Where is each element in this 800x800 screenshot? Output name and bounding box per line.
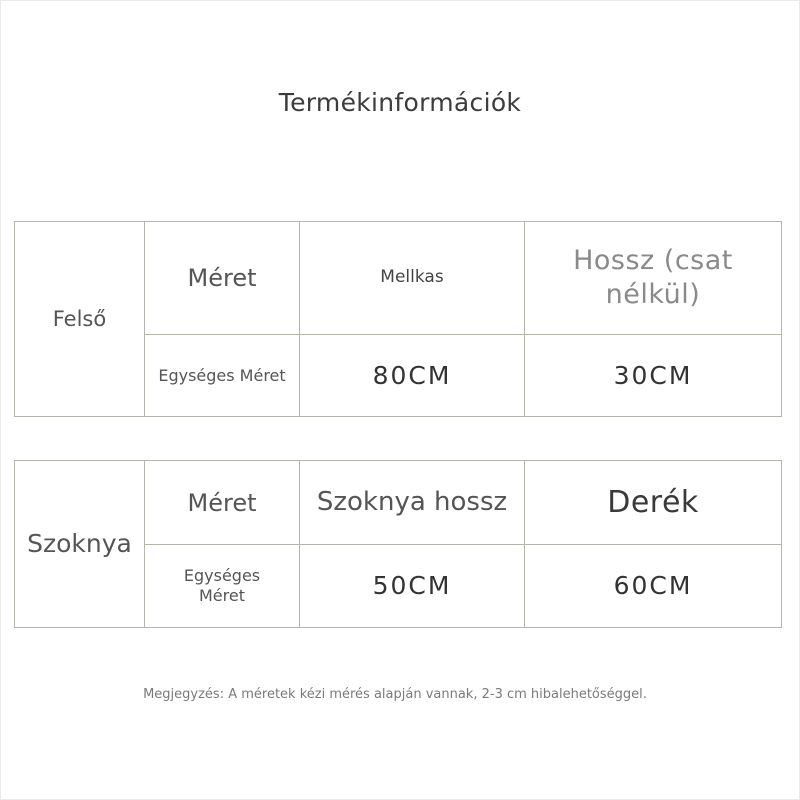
- skirt-waist-value: 60CM: [525, 545, 782, 628]
- skirt-size-table: [14, 460, 782, 628]
- top-size-table: [14, 221, 782, 417]
- top-size-header: Méret: [145, 222, 300, 335]
- skirt-waist-header: Derék: [525, 461, 782, 545]
- top-chest-value: 80CM: [300, 335, 525, 417]
- measurement-note: Megjegyzés: A méretek kézi mérés alapján vannak, 2-3 cm hibalehetőséggel.: [143, 687, 647, 702]
- top-category-cell: Felső: [15, 222, 145, 417]
- skirt-category-cell: Szoknya: [15, 461, 145, 628]
- top-length-header: Hossz (csat nélkül): [525, 222, 782, 335]
- skirt-length-value: 50CM: [300, 545, 525, 628]
- table-row: [15, 222, 782, 335]
- skirt-size-label: Egységes Méret: [145, 545, 300, 628]
- page-title: Termékinformációk: [278, 88, 522, 117]
- top-size-label: Egységes Méret: [145, 335, 300, 417]
- skirt-length-header: Szoknya hossz: [300, 461, 525, 545]
- table-row: [15, 461, 782, 545]
- skirt-size-header: Méret: [145, 461, 300, 545]
- top-chest-header: Mellkas: [300, 222, 525, 335]
- top-length-value: 30CM: [525, 335, 782, 417]
